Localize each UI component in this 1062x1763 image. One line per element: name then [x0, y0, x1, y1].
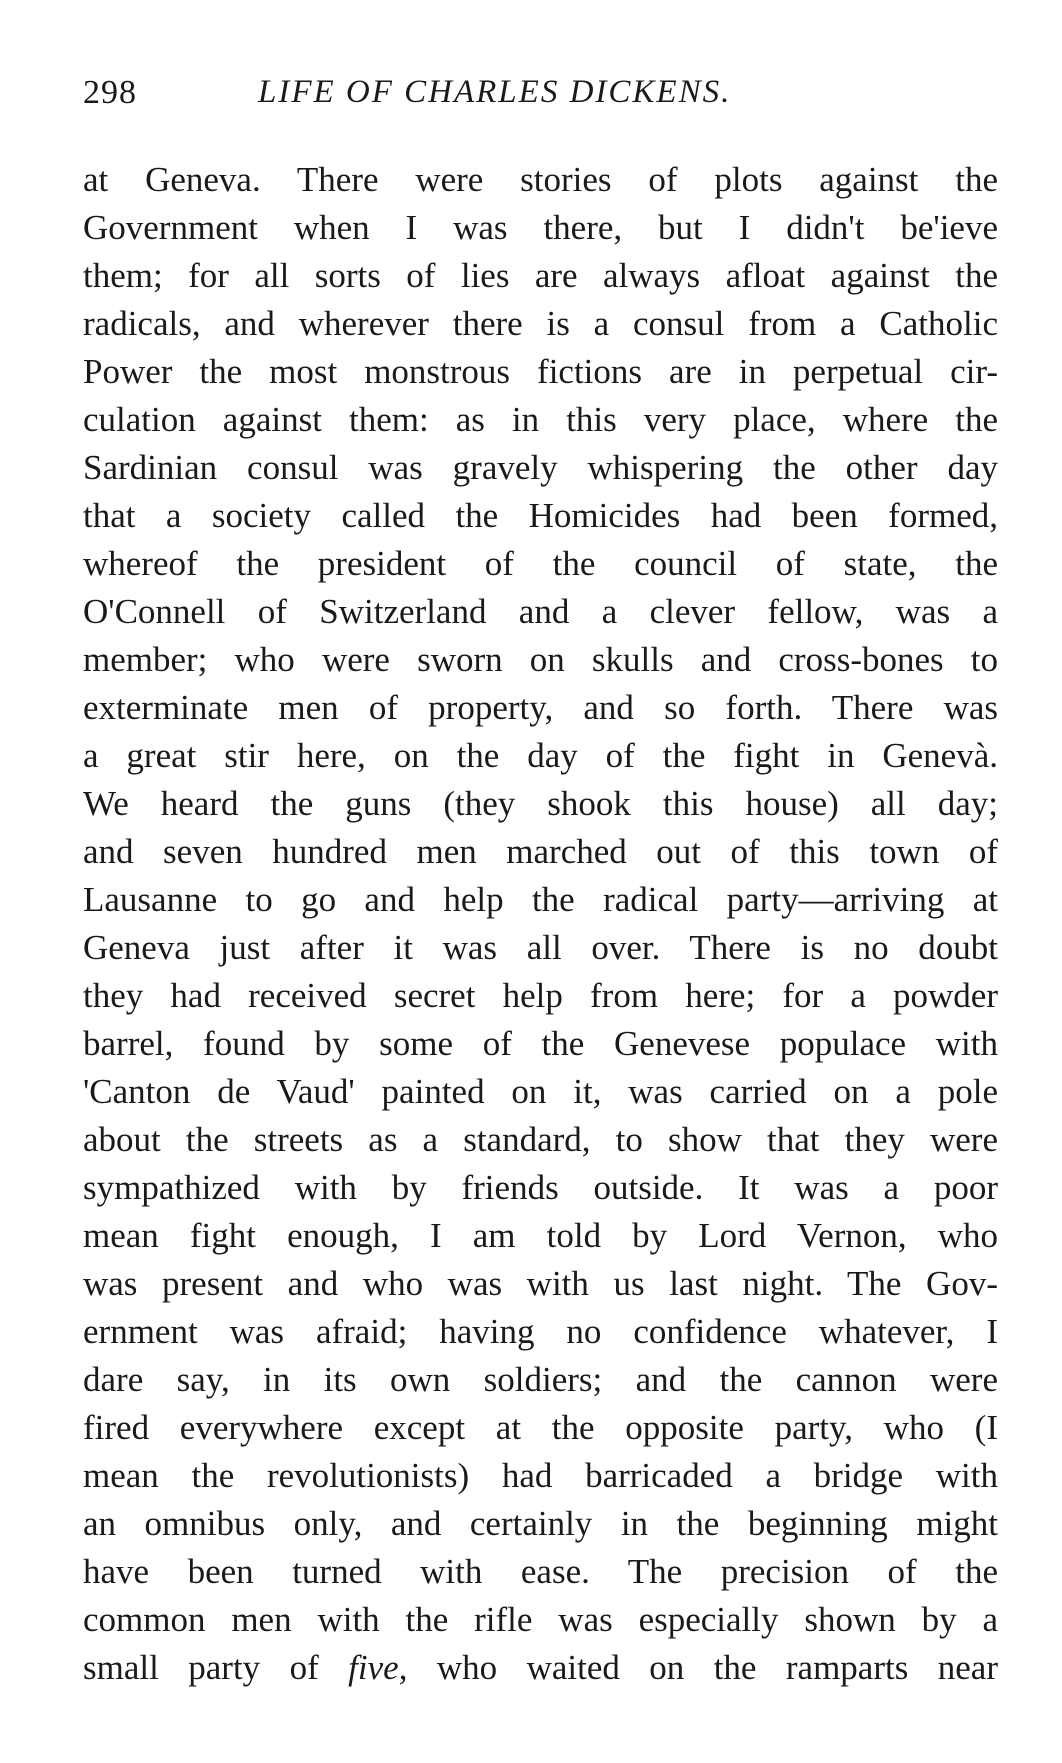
- text-line: 'Canton de Vaud' painted on it, was carried on a pole: [83, 1072, 998, 1111]
- text-segment: small party of: [83, 1648, 349, 1687]
- text-line: dare say, in its own soldiers; and the cannon were: [83, 1360, 998, 1399]
- page-number: 298: [83, 74, 137, 111]
- text-line: a great stir here, on the day of the fight in Genevà.: [83, 736, 998, 775]
- text-line: Government when I was there, but I didn't be'ieve: [83, 208, 998, 247]
- text-line: and seven hundred men marched out of this town of: [83, 832, 998, 871]
- text-line: common men with the rifle was especially shown by a: [83, 1600, 998, 1639]
- text-line: culation against them: as in this very place, where the: [83, 400, 998, 439]
- text-line: have been turned with ease. The precision of the: [83, 1552, 998, 1591]
- text-line: We heard the guns (they shook this house) all day;: [83, 784, 998, 823]
- text-line: that a society called the Homicides had been formed,: [83, 496, 998, 535]
- text-line: [83, 1644, 998, 1692]
- text-line: O'Connell of Switzerland and a clever fellow, was a: [83, 592, 998, 631]
- text-line: mean the revolutionists) had barricaded a bridge with: [83, 1456, 998, 1495]
- text-line: exterminate men of property, and so forth. There was: [83, 688, 998, 727]
- text-segment: , who waited on the ramparts near: [398, 1648, 998, 1687]
- running-title: LIFE OF CHARLES DICKENS.: [258, 74, 732, 110]
- text-line: barrel, found by some of the Genevese populace with: [83, 1024, 998, 1063]
- text-line: they had received secret help from here; for a powder: [83, 976, 998, 1015]
- text-line: Power the most monstrous fictions are in perpetual cir-: [83, 352, 998, 391]
- text-line: whereof the president of the council of state, the: [83, 544, 998, 583]
- text-line: an omnibus only, and certainly in the beginning might: [83, 1504, 998, 1543]
- text-line: Geneva just after it was all over. There is no doubt: [83, 928, 998, 967]
- running-head: [83, 74, 998, 124]
- text-line: Sardinian consul was gravely whispering the other day: [83, 448, 998, 487]
- text-line: mean fight enough, I am told by Lord Vernon, who: [83, 1216, 998, 1255]
- text-line: sympathized with by friends outside. It was a poor: [83, 1168, 998, 1207]
- text-line: Lausanne to go and help the radical party—arriving at: [83, 880, 998, 919]
- text-line: them; for all sorts of lies are always afloat against the: [83, 256, 998, 295]
- text-line: member; who were sworn on skulls and cross-bones to: [83, 640, 998, 679]
- text-line: was present and who was with us last night. The Gov-: [83, 1264, 998, 1303]
- text-line: fired everywhere except at the opposite party, who (I: [83, 1408, 998, 1447]
- body-text: [83, 156, 998, 1692]
- italic-word: five: [348, 1648, 399, 1687]
- text-line: about the streets as a standard, to show that they were: [83, 1120, 998, 1159]
- text-line: at Geneva. There were stories of plots against the: [83, 160, 998, 199]
- text-line: ernment was afraid; having no confidence whatever, I: [83, 1312, 998, 1351]
- text-line: radicals, and wherever there is a consul from a Catholic: [83, 304, 998, 343]
